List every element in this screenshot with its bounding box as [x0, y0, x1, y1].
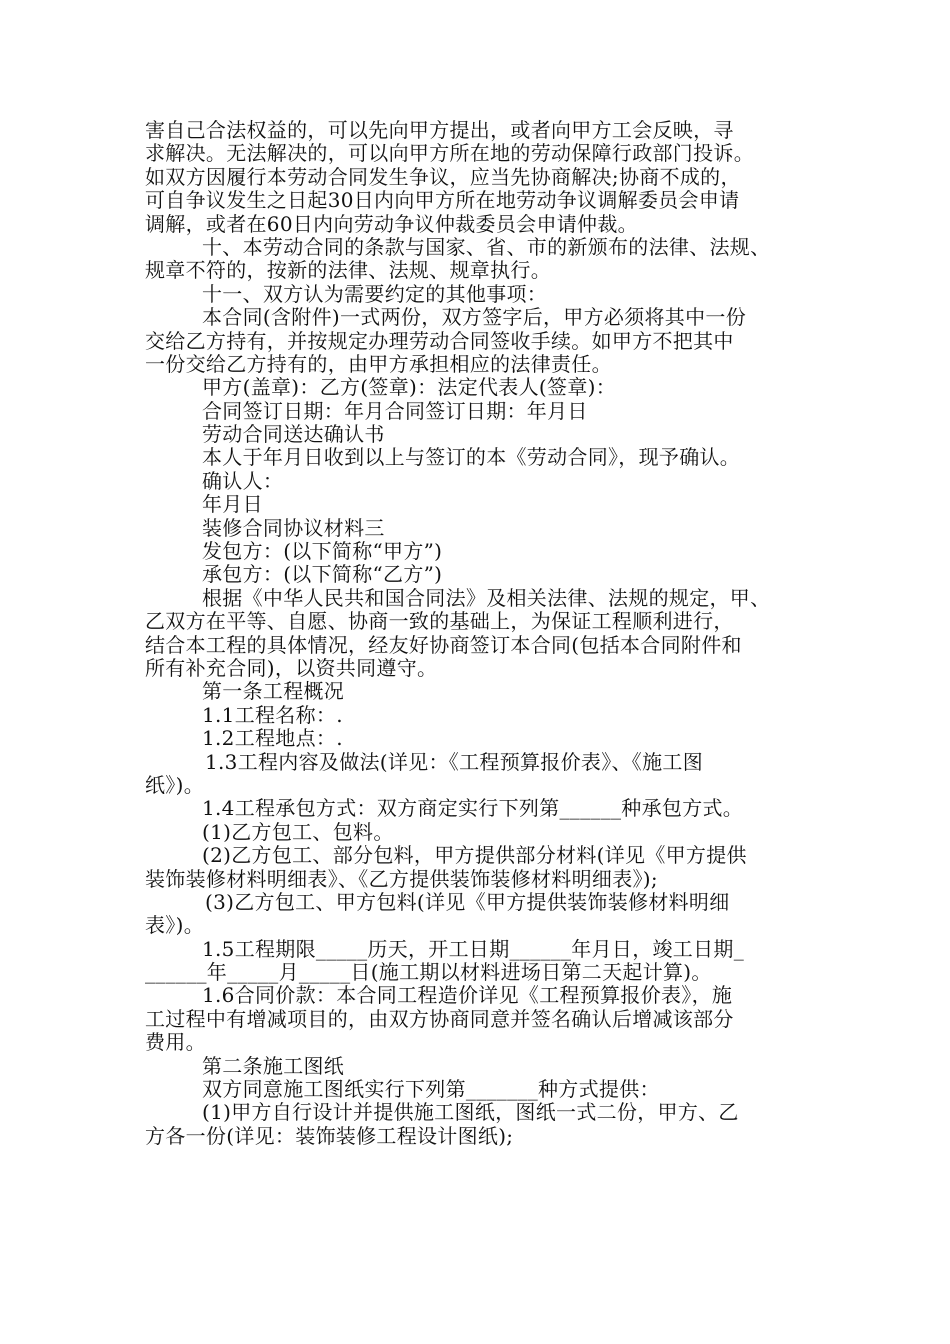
text-line: 1.4工程承包方式：双方商定实行下列第______种承包方式。: [202, 796, 744, 821]
text-line: 甲方(盖章)：乙方(签章)：法定代表人(签章)：: [202, 375, 617, 400]
text-line: 害自己合法权益的，可以先向甲方提出，或者向甲方工会反映，寻: [145, 118, 734, 142]
text-line: 交给乙方持有，并按规定办理劳动合同签收手续。如甲方不把其中: [145, 328, 734, 353]
text-line: 所有补充合同)，以资共同遵守。: [145, 655, 438, 680]
text-line: 十、本劳动合同的条款与国家、省、市的新颁布的法律、法规、: [202, 234, 771, 259]
text-line: 劳动合同送达确认书: [202, 422, 385, 447]
text-line: 发包方：(以下简称“甲方”): [202, 539, 443, 564]
text-line: 第一条工程概况: [202, 679, 345, 704]
text-line: 工过程中有增减项目的，由双方协商同意并签名确认后增减该部分: [145, 1006, 734, 1031]
text-line: 1.1工程名称：.: [202, 702, 343, 727]
text-line: 1.3工程内容及做法(详见：《工程预算报价表》、《施工图: [205, 749, 704, 774]
text-line: (1)乙方包工、包料。: [202, 819, 394, 844]
text-line: (3)乙方包工、甲方包料(详见《甲方提供装饰装修材料明细: [205, 889, 730, 914]
text-line: 确认人：: [202, 468, 284, 493]
text-line: 本人于年月日收到以上与签订的本《劳动合同》，现予确认。: [202, 445, 741, 470]
text-line: 1.6合同价款：本合同工程造价详见《工程预算报价表》，施: [202, 983, 733, 1008]
text-line: 表》)。: [145, 913, 205, 938]
text-line: 规章不符的，按新的法律、法规、规章执行。: [145, 258, 551, 283]
text-line: 装饰装修材料明细表》、《乙方提供装饰装修材料明细表》);: [145, 866, 658, 891]
text-line: 1.5工程期限_____历天，开工日期______年月日，竣工日期_: [202, 936, 745, 961]
text-line: 本合同(含附件)一式两份，双方签字后，甲方必须将其中一份: [202, 305, 747, 330]
text-line: 纸》)。: [145, 772, 205, 797]
text-line: 方各一份(详见：装饰装修工程设计图纸);: [145, 1123, 514, 1148]
text-line: 第二条施工图纸: [202, 1053, 345, 1078]
text-line: 一份交给乙方持有的，由甲方承担相应的法律责任。: [145, 351, 612, 376]
text-line: 求解决。无法解决的，可以向甲方所在地的劳动保障行政部门投诉。: [145, 141, 754, 166]
text-line: 装修合同协议材料三: [202, 515, 385, 540]
text-line: 乙双方在平等、自愿、协商一致的基础上，为保证工程顺利进行，: [145, 609, 734, 634]
text-line: 根据《中华人民共和国合同法》及相关法律、法规的规定，甲、: [202, 585, 771, 610]
text-line: 如双方因履行本劳动合同发生争议，应当先协商解决;协商不成的，: [145, 164, 741, 189]
text-line: 年月日: [202, 492, 263, 517]
text-line: 可自争议发生之日起30日内向甲方所在地劳动争议调解委员会申请: [145, 188, 740, 213]
text-line: 调解，或者在60日内向劳动争议仲裁委员会申请仲裁。: [145, 211, 638, 236]
text-line: 十一、双方认为需要约定的其他事项：: [202, 281, 548, 306]
text-line: 结合本工程的具体情况，经友好协商签订本合同(包括本合同附件和: [145, 632, 742, 657]
document-body: [145, 119, 825, 1148]
text-line: 费用。: [145, 1030, 206, 1055]
text-line: 1.2工程地点：.: [202, 726, 343, 751]
text-line: ______年_____月_____日(施工期以材料进场日第二天起计算)。: [145, 960, 712, 985]
text-line: 合同签订日期：年月合同签订日期：年月日: [202, 398, 588, 423]
text-line: (2)乙方包工、部分包料，甲方提供部分材料(详见《甲方提供: [202, 843, 747, 868]
text-line: 双方同意施工图纸实行下列第_______种方式提供：: [202, 1077, 660, 1102]
text-line: (1)甲方自行设计并提供施工图纸，图纸一式二份，甲方、乙: [202, 1100, 739, 1125]
text-line: 承包方：(以下简称“乙方”): [202, 562, 443, 587]
